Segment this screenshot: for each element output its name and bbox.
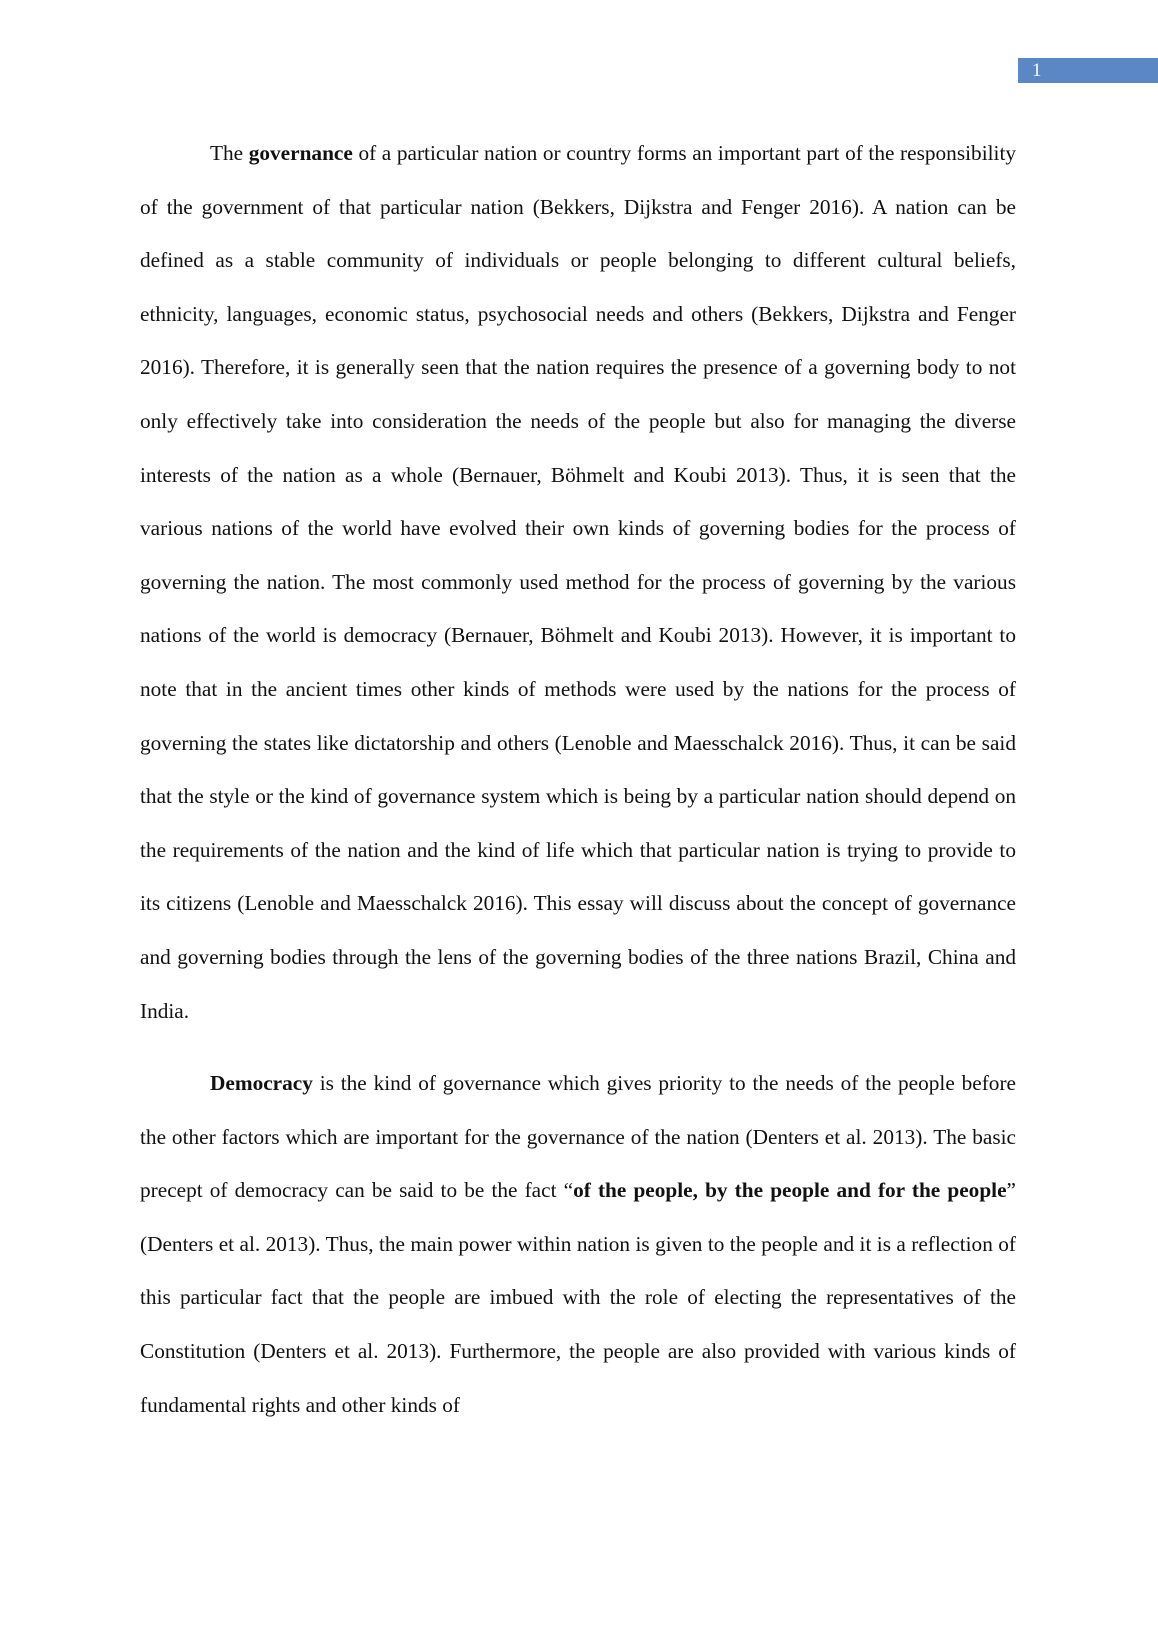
document-body: [140, 127, 1016, 1432]
bold-term-governance: governance: [248, 141, 353, 165]
paragraph-text: of a particular nation or country forms an important part of the responsibility of the government of that particular nation (Bekkers, Dijkstra and Fenger 2016). A nation can be defined as a stable community of individuals or people belonging to different cultural beliefs, ethnicity, languages, economic status, psychosocial needs and others (Bekkers, Dijkstra and Fenger 2016). Therefore, it is generally seen that the nation requires the presence of a governing body to not only effectively take into consideration the needs of the people but also for managing the diverse interests of the nation as a whole (Bernauer, Böhmelt and Koubi 2013). Thus, it is seen that the various nations of the world have evolved their own kinds of governing bodies for the process of governing the nation. The most commonly used method for the process of governing by the various nations of the world is democracy (Bernauer, Böhmelt and Koubi 2013). However, it is important to note that in the ancient times other kinds of methods were used by the nations for the process of governing the states like dictatorship and others (Lenoble and Maesschalck 2016). Thus, it can be said that the style or the kind of governance system which is being by a particular nation should depend on the requirements of the nation and the kind of life which that particular nation is trying to provide to its citizens (Lenoble and Maesschalck 2016). This essay will discuss about the concept of governance and governing bodies through the lens of the governing bodies of the three nations Brazil, China and India.: [140, 141, 1017, 1023]
paragraph-text: ” (Denters et al. 2013). Thus, the main power within nation is given to the people and it is a reflection of this particular fact that the people are imbued with the role of electing the representatives of the Constitution (Denters et al. 2013). Furthermore, the people are also provided with various kinds of fundamental rights and other kinds of: [140, 1178, 1016, 1417]
paragraph-governance: [140, 127, 1016, 1038]
paragraph-text: is the kind of governance which gives priority to the needs of the people before the other factors which are important for the governance of the nation (Denters et al. 2013). The basic precept of democracy can be said to be the fact “: [140, 1071, 1016, 1203]
paragraph-text: The: [210, 141, 249, 165]
page-number: 1: [1032, 60, 1042, 81]
page-number-badge: [1018, 58, 1158, 83]
bold-term-democracy: Democracy: [210, 1071, 313, 1096]
bold-quote: of the people, by the people and for the people: [573, 1178, 1007, 1203]
paragraph-democracy: [140, 1057, 1016, 1432]
